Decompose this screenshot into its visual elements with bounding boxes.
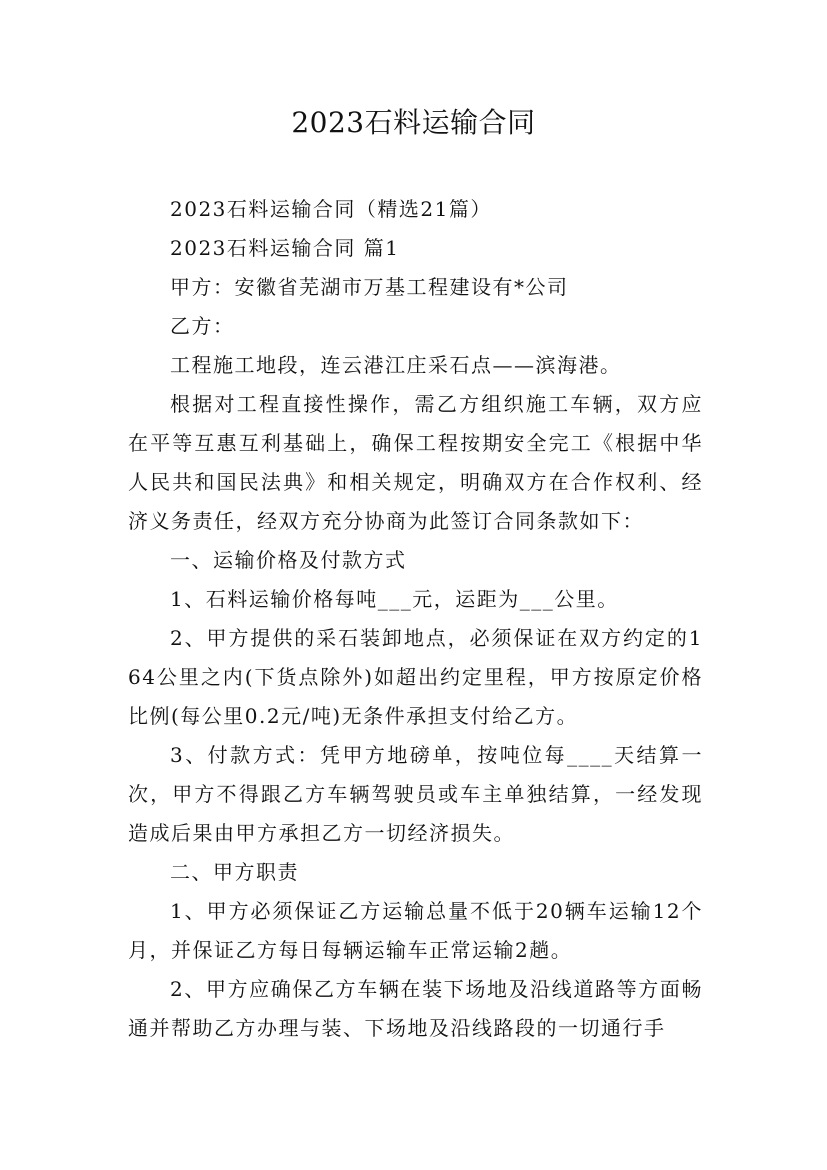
section-heading-party-a-duties: 二、甲方职责 (170, 860, 299, 884)
section-heading-price-payment: 一、运输价格及付款方式 (170, 548, 407, 572)
paragraph-party-a: 甲方：安徽省芜湖市万基工程建设有*公司 (170, 275, 569, 299)
paragraph-party-b: 乙方： (170, 314, 235, 338)
clause-transport-volume: 1、甲方必须保证乙方运输总量不低于20辆车运输12个月，并保证乙方每日每辆运输车正常运输2趟。 (128, 899, 703, 962)
document-body (128, 190, 703, 1048)
document-title: 2023石料运输合同 (291, 106, 536, 139)
paragraph-contract-number: 2023石料运输合同 篇1 (170, 236, 400, 260)
clause-price: 1、石料运输价格每吨___元，运距为___公里。 (170, 587, 619, 611)
clause-payment-method: 3、付款方式：凭甲方地磅单，按吨位每____天结算一次，甲方不得跟乙方车辆驾驶员或车主单独结算，一经发现造成后果由甲方承担乙方一切经济损失。 (128, 743, 703, 845)
clause-road-access: 2、甲方应确保乙方车辆在装下场地及沿线道路等方面畅通并帮助乙方办理与装、下场地及沿线路段的一切通行手 (128, 977, 703, 1040)
paragraph-work-section: 工程施工地段，连云港江庄采石点——滨海港。 (170, 353, 622, 377)
paragraph-collection-title: 2023石料运输合同（精选21篇） (170, 197, 492, 221)
clause-loading-location: 2、甲方提供的采石装卸地点，必须保证在双方约定的164公里之内(下货点除外)如超出约定里程，甲方按原定价格比例(每公里0.2元/吨)无条件承担支付给乙方。 (128, 626, 703, 728)
paragraph-preamble: 根据对工程直接性操作，需乙方组织施工车辆，双方应在平等互惠互利基础上，确保工程按期安全完工《根据中华人民共和国民法典》和相关规定，明确双方在合作权利、经济义务责任，经双方充分协商为此签订合同条款如下： (128, 392, 703, 533)
